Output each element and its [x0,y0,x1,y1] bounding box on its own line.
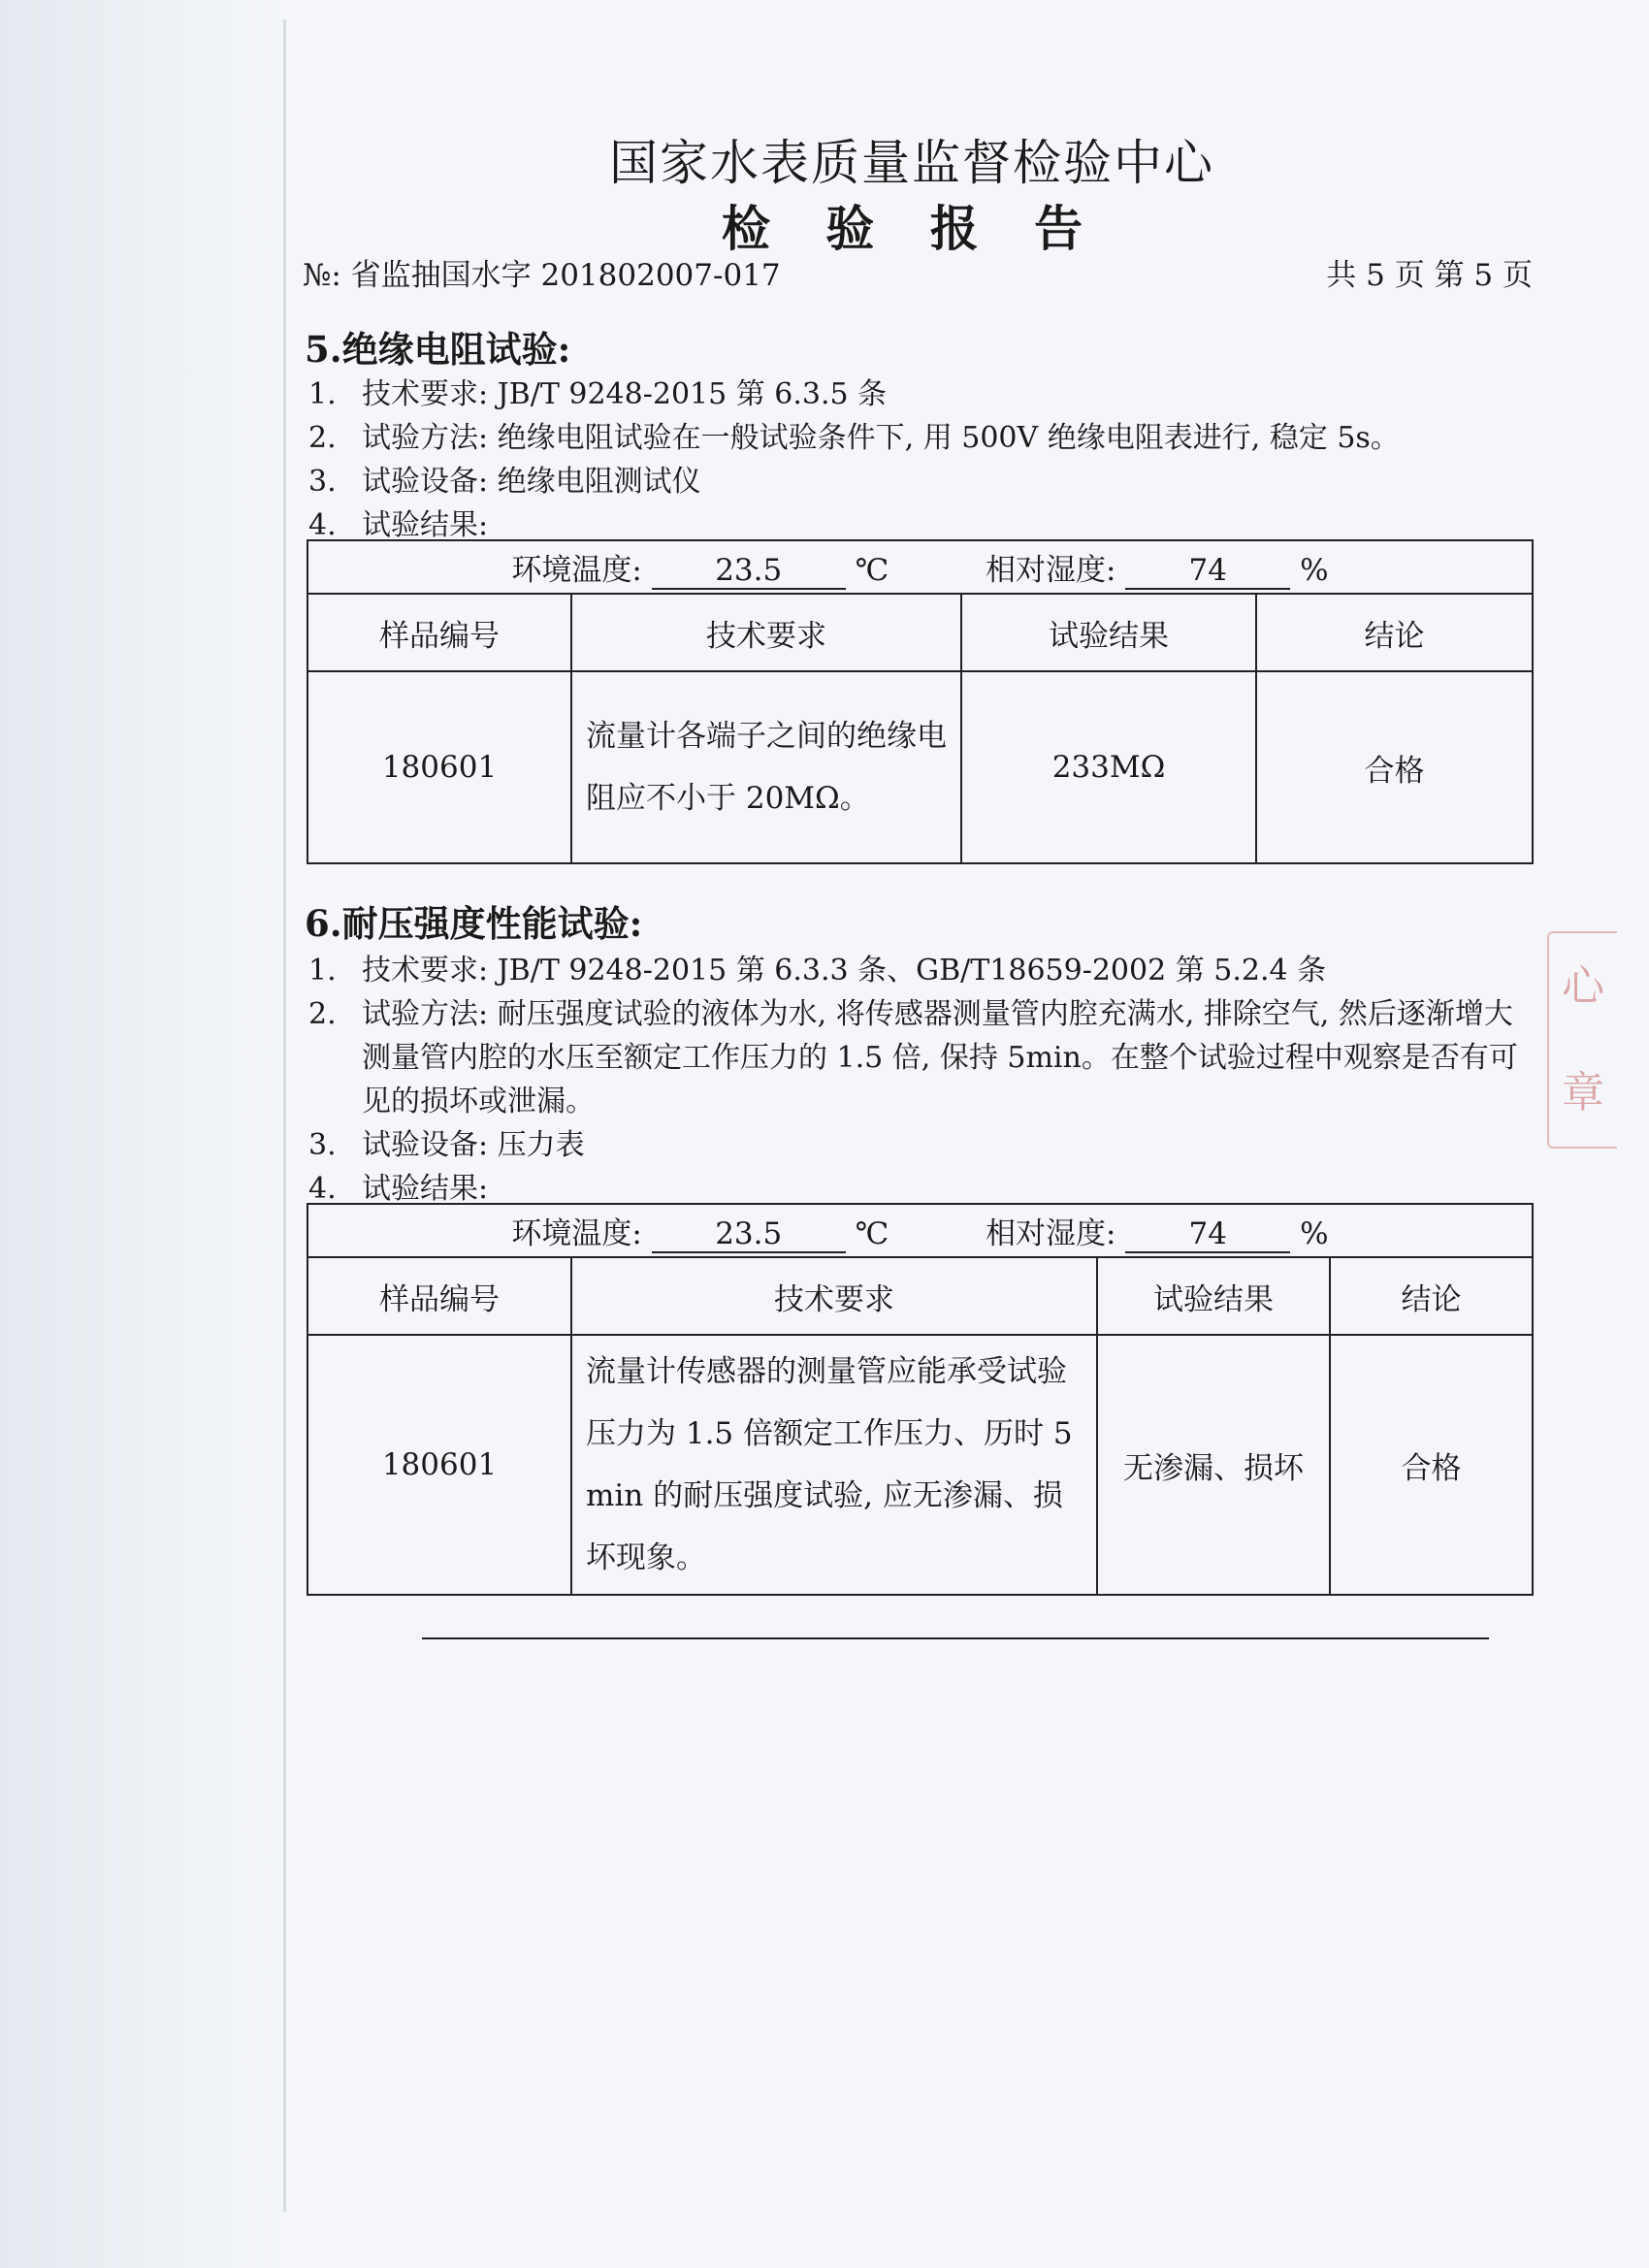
report-number: №: 省监抽国水字 201802007-017 [303,258,781,293]
section6-title: 6.耐压强度性能试验: [305,902,643,945]
col-header: 样品编号 [307,1257,571,1335]
seal-stamp [1547,931,1617,1149]
page-info: 共 5 页 第 5 页 [1326,258,1533,293]
col-header: 结论 [1256,594,1533,671]
humidity-value: 74 [1125,553,1290,590]
sample-no: 180601 [307,1335,571,1595]
env-conditions: 环境温度: 23.5 ℃ 相对湿度: 74 % [307,540,1533,594]
col-header: 技术要求 [571,594,961,671]
requirement: 流量计各端子之间的绝缘电阻应不小于 20MΩ。 [571,671,961,863]
list-item: 3. 试验设备: 压力表 [308,1128,585,1162]
temperature-value: 23.5 [652,553,846,590]
end-rule [422,1637,1489,1639]
col-header: 试验结果 [1097,1257,1330,1335]
list-item: 2. 试验方法: 绝缘电阻试验在一般试验条件下, 用 500V 绝缘电阻表进行, 稳定 5s。 [308,421,1400,455]
env-conditions: 环境温度: 23.5 ℃ 相对湿度: 74 % [307,1204,1533,1257]
conclusion: 合格 [1256,671,1533,863]
test-result: 233MΩ [961,671,1256,863]
conclusion: 合格 [1330,1335,1533,1595]
section5-list [308,373,1536,547]
stamp-char: 心 [1562,960,1604,1011]
section6-table [307,1203,1534,1596]
col-header: 试验结果 [961,594,1256,671]
org-title: 国家水表质量监督检验中心 [609,135,1214,191]
list-item: 4. 试验结果: [308,1172,489,1206]
scan-shadow [0,0,291,2268]
temperature-value: 23.5 [652,1216,846,1253]
table-row [307,671,1533,863]
doc-type-title: 检 验 报 告 [721,200,1103,257]
section5-table [307,539,1534,864]
section6-list [308,949,1536,1211]
list-item: 2. 试验方法: 耐压强度试验的液体为水, 将传感器测量管内腔充满水, 排除空气, 然后逐渐增大测量管内腔的水压至额定工作压力的 1.5 倍, 保持 5min。在整个试验过程中观察是否有可见的损坏或泄漏。 [308,997,1518,1118]
col-header: 样品编号 [307,594,571,671]
test-result: 无渗漏、损坏 [1097,1335,1330,1595]
col-header: 结论 [1330,1257,1533,1335]
list-item: 4. 试验结果: [308,508,489,542]
page-edge [283,19,286,2212]
col-header: 技术要求 [571,1257,1097,1335]
humidity-value: 74 [1125,1216,1290,1253]
report-header [303,250,1533,294]
table-row [307,1335,1533,1595]
list-item: 1. 技术要求: JB/T 9248-2015 第 6.3.5 条 [308,377,888,411]
list-item: 1. 技术要求: JB/T 9248-2015 第 6.3.3 条、GB/T18659-2002 第 5.2.4 条 [308,954,1327,988]
sample-no: 180601 [307,671,571,863]
stamp-char: 章 [1562,1067,1604,1118]
requirement: 流量计传感器的测量管应能承受试验压力为 1.5 倍额定工作压力、历时 5 min 的耐压强度试验, 应无渗漏、损坏现象。 [571,1335,1097,1595]
section5-title: 5.绝缘电阻试验: [305,328,571,371]
list-item: 3. 试验设备: 绝缘电阻测试仪 [308,465,701,499]
